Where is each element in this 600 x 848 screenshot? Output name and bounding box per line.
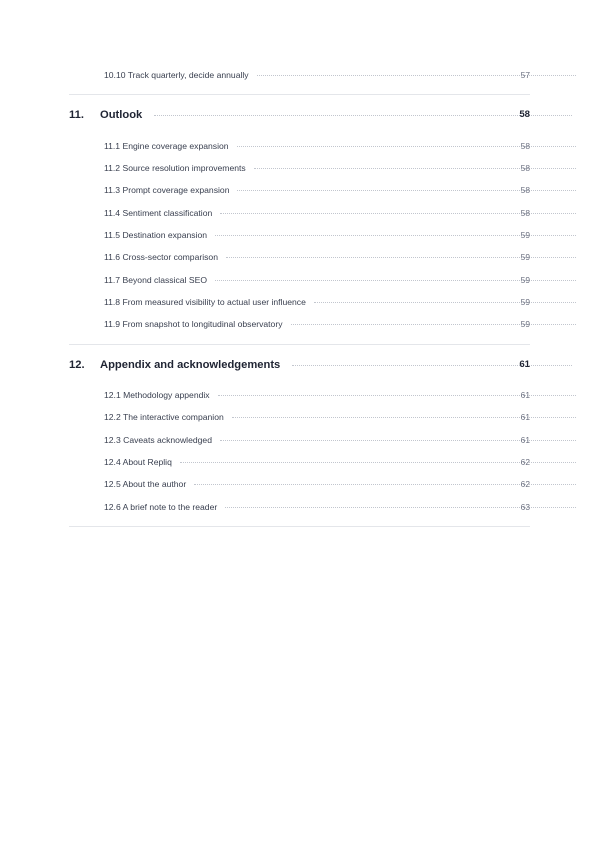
- toc-entry-11-4[interactable]: [0, 208, 600, 218]
- toc-entry-page: 59: [520, 230, 530, 240]
- toc-entry-page: 62: [520, 479, 530, 489]
- toc-entry-page: 62: [520, 457, 530, 467]
- toc-entry-page: 63: [520, 502, 530, 512]
- toc-entry-label: 11.8 From measured visibility to actual user influence: [104, 297, 306, 307]
- toc-entry-label: 12.3 Caveats acknowledged: [104, 435, 212, 445]
- toc-entry-page: 58: [520, 163, 530, 173]
- toc-entry-page: 61: [520, 412, 530, 422]
- toc-entry-label: 11.2 Source resolution improvements: [104, 163, 246, 173]
- section-page: 58: [519, 109, 530, 120]
- toc-entry-11-6[interactable]: [0, 252, 600, 262]
- toc-entry-12-2[interactable]: [0, 412, 600, 422]
- toc-entry-label: 12.1 Methodology appendix: [104, 390, 210, 400]
- toc-entry-label: 11.1 Engine coverage expansion: [104, 141, 229, 151]
- toc-entry-page: 58: [520, 208, 530, 218]
- toc-entry-11-3[interactable]: [0, 185, 600, 195]
- section-divider: [69, 94, 530, 95]
- toc-entry-11-1[interactable]: [0, 141, 600, 151]
- toc-entry-label: 11.3 Prompt coverage expansion: [104, 185, 230, 195]
- toc-entry-label: 11.6 Cross-sector comparison: [104, 252, 218, 262]
- toc-entry-12-5[interactable]: [0, 479, 600, 489]
- toc-entry-label: 10.10 Track quarterly, decide annually: [104, 70, 249, 80]
- toc-entry-page: 61: [520, 390, 530, 400]
- toc-entry-12-4[interactable]: [0, 457, 600, 467]
- dot-leader: [180, 462, 576, 463]
- toc-entry-11-2[interactable]: [0, 163, 600, 173]
- section-title: Appendix and acknowledgements: [100, 359, 281, 371]
- toc-entry-label: 11.4 Sentiment classification: [104, 208, 213, 218]
- dot-leader: [314, 302, 576, 303]
- toc-entry-12-1[interactable]: [0, 390, 600, 400]
- toc-section-12[interactable]: [0, 359, 600, 371]
- toc-section-11[interactable]: [0, 109, 600, 121]
- toc-entry-label: 11.7 Beyond classical SEO: [104, 275, 208, 285]
- toc-entry-page: 57: [520, 70, 530, 80]
- toc-entry-10-10[interactable]: [0, 70, 600, 80]
- toc-entry-11-9[interactable]: [0, 319, 600, 329]
- toc-entry-page: 59: [520, 275, 530, 285]
- toc-entry-page: 59: [520, 319, 530, 329]
- toc-entry-page: 61: [520, 435, 530, 445]
- dot-leader: [291, 324, 576, 325]
- toc-entry-page: 59: [520, 297, 530, 307]
- toc-entry-11-5[interactable]: [0, 230, 600, 240]
- toc-entry-11-7[interactable]: [0, 275, 600, 285]
- section-title: Outlook: [100, 109, 143, 121]
- toc-entry-label: 12.6 A brief note to the reader: [104, 502, 218, 512]
- section-divider: [69, 344, 530, 345]
- toc-entry-label: 12.2 The interactive companion: [104, 412, 224, 422]
- toc-entry-12-3[interactable]: [0, 435, 600, 445]
- toc-entry-label: 11.5 Destination expansion: [104, 230, 208, 240]
- section-number: 11.: [69, 109, 84, 121]
- section-divider: [69, 526, 530, 527]
- toc-entry-label: 12.5 About the author: [104, 479, 187, 489]
- section-page: 61: [519, 359, 530, 370]
- toc-entry-page: 59: [520, 252, 530, 262]
- toc-entry-page: 58: [520, 141, 530, 151]
- toc-entry-label: 12.4 About Repliq: [104, 457, 172, 467]
- toc-entry-page: 58: [520, 185, 530, 195]
- toc-entry-label: 11.9 From snapshot to longitudinal observatory: [104, 319, 283, 329]
- dot-leader: [292, 365, 572, 366]
- dot-leader: [154, 115, 572, 116]
- toc-entry-11-8[interactable]: [0, 297, 600, 307]
- dot-leader: [194, 484, 576, 485]
- section-number: 12.: [69, 359, 85, 371]
- toc-entry-12-6[interactable]: [0, 502, 600, 512]
